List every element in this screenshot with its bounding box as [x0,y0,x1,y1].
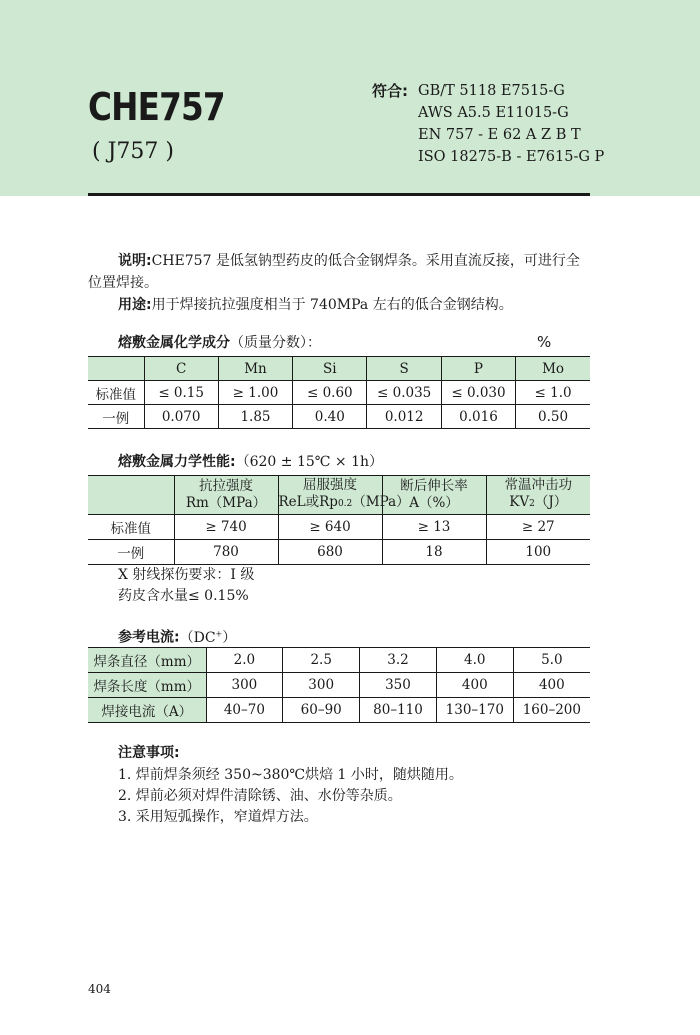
current-section-title [118,624,236,648]
table-cell: ≥ 1.00 [218,381,292,405]
mech-section-title [118,452,383,472]
mech-col-header [486,476,590,515]
xray-requirement: X 射线探伤要求：I 级 [118,567,255,583]
note-item: 1. 焊前焊条须经 350~380℃烘焙 1 小时，随烘随用。 [118,767,463,783]
unit-subscript: 2 [529,499,535,509]
row-label: 焊条长度（mm） [88,673,206,698]
table-row [88,381,590,405]
chem-col-header: S [367,357,441,381]
page-number: 404 [88,982,111,996]
mech-col-header [278,476,410,515]
table-row [88,405,590,429]
table-cell: 0.50 [516,405,590,429]
mech-col-title: 断后伸长率 [400,478,468,494]
standard-item: AWS A5.5 E11015-G [418,105,569,121]
row-label: 焊条直径（mm） [88,648,206,673]
standard-item: ISO 18275-B - E7615-G P [418,149,605,165]
chem-section-title [118,333,321,353]
table-cell: 680 [278,540,382,565]
table-cell: 40–70 [206,698,283,723]
table-row [88,540,590,565]
chem-col-header: C [144,357,218,381]
chem-title-text: 熔敷金属化学成分 [118,335,230,351]
mech-col-unit [278,494,410,513]
mech-col-title: 常温冲击功 [504,477,572,493]
table-cell: 300 [283,673,360,698]
usage-text: 用于焊接抗拉强度相当于 740MPa 左右的低合金钢结构。 [151,297,513,313]
table-cell: 0.016 [441,405,515,429]
mech-col-unit [487,494,591,513]
table-cell: 18 [382,540,486,565]
note-item: 3. 采用短弧操作，窄道焊方法。 [118,809,318,825]
standards-list [418,80,604,168]
unit-text: （J） [534,494,568,510]
table-cell: 3.2 [360,648,437,673]
table-cell: 5.0 [513,648,590,673]
current-title-note [180,630,237,646]
usage-paragraph [88,294,593,316]
row-label: 一例 [88,540,174,565]
table-cell: ≥ 27 [486,515,590,540]
chem-col-header: Mo [516,357,590,381]
table-cell: 60–90 [283,698,360,723]
model-title: CHE757 [88,85,225,129]
unit-text: ReL或Rp [278,494,338,510]
chem-col-header: P [441,357,515,381]
mech-col-header [174,476,278,515]
table-cell: ≤ 0.15 [144,381,218,405]
standard-item: GB/T 5118 E7515-G [418,83,565,99]
unit-text: Rm（MPa） [185,495,267,511]
table-cell: 0.070 [144,405,218,429]
table-row [88,648,590,673]
table-cell: 0.012 [367,405,441,429]
note-superscript: + [215,629,223,638]
mech-col-title: 抗拉强度 [199,478,253,494]
current-title-text: 参考电流: [118,629,180,646]
table-cell: ≤ 0.035 [367,381,441,405]
table-cell: 780 [174,540,278,565]
mech-title-text: 熔敷金属力学性能: [118,454,236,470]
note-item: 2. 焊前必须对焊件清除锈、油、水份等杂质。 [118,788,402,804]
mech-title-note: （620 ± 15℃ × 1h） [235,454,383,470]
chem-header-row [88,357,590,381]
row-label: 标准值 [88,515,174,540]
mech-header-row [88,476,590,515]
standard-item: EN 757 - E 62 A Z B T [418,127,581,143]
chem-unit: % [537,333,552,351]
note-text: （DC [179,629,216,646]
unit-subscript: 0.2 [337,499,353,509]
chem-col-header: Mn [218,357,292,381]
notes-title: 注意事项: [118,745,180,761]
model-alias: ( J757 ) [92,139,174,164]
standards-label: 符合: [372,82,408,100]
mech-corner-cell [88,476,174,515]
table-cell: 130–170 [436,698,513,723]
row-label: 标准值 [88,381,144,405]
table-row [88,673,590,698]
unit-text: A（%） [409,495,459,511]
unit-text: KV [509,494,530,510]
chem-title-note: （质量分数）： [230,335,321,351]
usage-label: 用途: [118,297,152,313]
table-cell: 300 [206,673,283,698]
moisture-requirement: 药皮含水量≤ 0.15% [118,588,249,604]
chem-corner-cell [88,357,144,381]
table-cell: 2.0 [206,648,283,673]
table-row [88,698,590,723]
mech-col-unit [175,495,278,512]
table-cell: ≥ 640 [278,515,382,540]
table-cell: 4.0 [436,648,513,673]
note-text: ） [222,629,237,646]
row-label: 一例 [88,405,144,429]
description-text: CHE757 是低氢钠型药皮的低合金钢焊条。采用直流反接，可进行全位置焊接。 [88,253,580,291]
table-cell: 400 [513,673,590,698]
table-cell: ≤ 1.0 [516,381,590,405]
table-cell: 350 [360,673,437,698]
header-divider [88,193,590,196]
mech-table [88,475,590,565]
table-cell: 0.40 [293,405,367,429]
table-cell: ≥ 740 [174,515,278,540]
unit-text: （MPa） [352,494,410,510]
table-cell: 80–110 [360,698,437,723]
row-label: 焊接电流（A） [88,698,206,723]
current-table [88,647,590,723]
description-paragraph [88,250,593,294]
description-label: 说明: [118,253,152,269]
table-cell: ≤ 0.60 [293,381,367,405]
table-cell: 100 [486,540,590,565]
table-cell: 1.85 [218,405,292,429]
mech-col-title: 屈服强度 [303,477,357,493]
table-cell: 160–200 [513,698,590,723]
table-cell: 2.5 [283,648,360,673]
table-cell: ≥ 13 [382,515,486,540]
chem-table [88,356,590,429]
table-cell: 400 [436,673,513,698]
table-row [88,515,590,540]
table-cell: ≤ 0.030 [441,381,515,405]
chem-col-header: Si [293,357,367,381]
